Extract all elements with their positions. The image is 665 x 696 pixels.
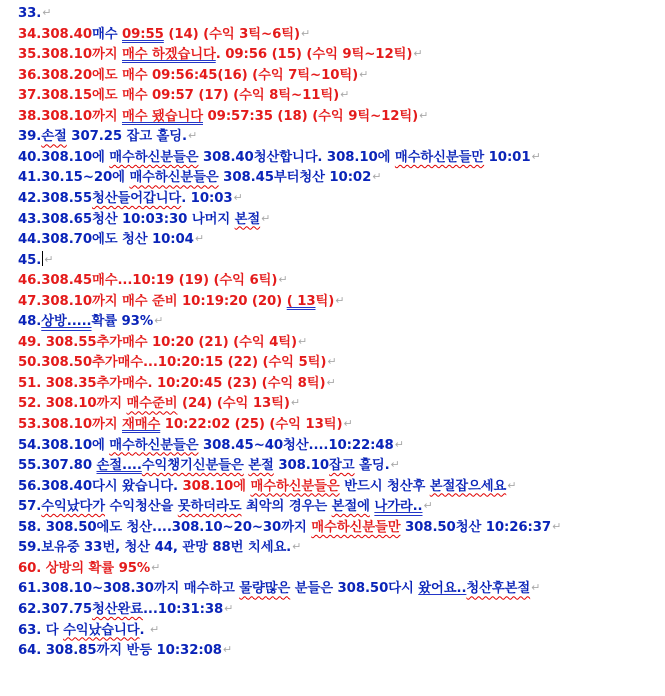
text-run: ...10:31:38 — [142, 601, 224, 617]
paragraph-mark-icon: ↵ — [292, 540, 302, 554]
document-line[interactable] — [18, 187, 243, 209]
document-line[interactable] — [18, 434, 404, 456]
text-run: 62.307.75 — [18, 601, 92, 617]
text-run: 308.40청산합니다. 308.10에 — [198, 149, 395, 165]
document-line[interactable] — [18, 84, 349, 106]
text-run: 왔어요.. — [418, 581, 467, 597]
paragraph-mark-icon: ↵ — [531, 149, 541, 163]
text-run: 58. 308.50에도 청산....308.10~20~30까지 — [18, 519, 312, 535]
paragraph-mark-icon: ↵ — [531, 581, 541, 595]
text-run: 42.308.55 — [18, 190, 92, 206]
document-line[interactable] — [18, 516, 561, 538]
text-run: (24) (수익 13틱) — [177, 396, 290, 412]
text-run: 59.보유중 33번, 청산 44, 관망 88번 치세요. — [18, 540, 292, 556]
paragraph-mark-icon: ↵ — [359, 67, 369, 81]
text-run: 09:55 — [122, 26, 164, 42]
text-run: 매수하신분들만 — [394, 149, 485, 165]
text-run: 매수하신분들은 — [129, 170, 219, 186]
paragraph-mark-icon: ↵ — [188, 129, 198, 143]
document-line[interactable] — [18, 372, 336, 394]
text-run: 매수 — [91, 26, 118, 42]
text-run: . — [139, 622, 150, 638]
text-run: 청산완료 — [91, 601, 143, 617]
text-run: 매수하신분들만 — [311, 519, 401, 535]
document-line[interactable] — [18, 43, 422, 65]
text-run: 47.308.10까지 매수 준비 10:19:20 (20) — [18, 293, 287, 309]
text-run: 308.50청산 10:26:37 — [400, 519, 552, 535]
paragraph-mark-icon: ↵ — [42, 6, 52, 19]
text-run: 45. — [18, 252, 42, 268]
paragraph-mark-icon: ↵ — [372, 170, 382, 184]
paragraph-mark-icon: ↵ — [224, 601, 234, 615]
text-run: 매수 하겠습니다 — [122, 47, 216, 63]
text-run: 매수준비 — [126, 396, 178, 412]
text-run: 61.308.10~308.30까지 매수하고 — [18, 581, 240, 597]
document-line[interactable] — [18, 310, 163, 332]
text-run: 308.45~40청산....10:22:48 — [198, 437, 394, 453]
paragraph-mark-icon: ↵ — [298, 334, 308, 348]
paragraph-mark-icon: ↵ — [343, 417, 353, 430]
document-line[interactable] — [18, 331, 307, 353]
document-line[interactable] — [18, 105, 428, 127]
text-run: 46.308.45매수...10:19 (19) (수익 6틱) — [18, 273, 278, 289]
text-run: 52. 308.10까지 — [18, 396, 127, 412]
paragraph-mark-icon: ↵ — [290, 396, 300, 410]
text-run: . 10:03 — [181, 190, 233, 206]
paragraph-mark-icon: ↵ — [278, 273, 288, 287]
text-run: 09:57:35 (18) (수익 9틱~12틱) — [203, 108, 419, 124]
text-run: 40.308.10에 — [18, 149, 110, 165]
text-run: 64. 308.85까지 반등 10:32:08 — [18, 643, 222, 659]
text-run: 본절잡으세요 — [429, 478, 507, 494]
document-line[interactable] — [18, 64, 368, 86]
document-line[interactable] — [18, 619, 159, 641]
text-run: 분들은 308.50다시 — [290, 581, 419, 597]
text-run: 307.25 잡고 홀딩. — [66, 129, 187, 145]
text-run: 41.30.15~20에 — [18, 170, 130, 186]
text-run: 35.308.10까지 — [18, 47, 122, 63]
text-run: 34.308.40 — [18, 26, 92, 42]
paragraph-mark-icon: ↵ — [327, 355, 337, 369]
text-run: 37.308.15에도 매수 09:57 (17) (수익 8틱~11틱) — [18, 88, 340, 104]
document-line[interactable] — [18, 208, 270, 230]
text-run: 54.308.10에 — [18, 437, 110, 453]
text-run: 매수하신분들은 — [109, 149, 199, 165]
text-run: 상방..... — [41, 314, 92, 330]
text-run: 56.308.40다시 왔습니다. — [18, 478, 183, 494]
text-run: 손절.... — [96, 458, 142, 474]
text-run: 36.308.20에도 매수 09:56:45(16) (수익 7틱~10틱) — [18, 67, 359, 83]
paragraph-mark-icon: ↵ — [394, 437, 404, 451]
document-line[interactable] — [18, 146, 541, 168]
text-run: 잡고 — [329, 458, 355, 474]
text-run: 57. — [18, 499, 42, 515]
text-run: 본절 — [234, 211, 261, 227]
text-run: ( 13 — [286, 293, 316, 309]
text-run: 수익났다가 — [41, 499, 105, 515]
text-run: 수익났습니다 — [63, 622, 140, 638]
text-run: 매수하신분들은 — [250, 478, 340, 494]
text-run: 나가라.. — [374, 499, 423, 515]
text-run: 최악의 경우는 — [241, 499, 332, 515]
document-line[interactable] — [18, 577, 540, 599]
text-run: 청산후본절 — [466, 581, 531, 597]
paragraph-mark-icon: ↵ — [194, 232, 204, 246]
paragraph-mark-icon: ↵ — [413, 47, 423, 61]
paragraph-mark-icon: ↵ — [423, 499, 433, 513]
text-run: 63. 다 — [18, 622, 64, 638]
paragraph-mark-icon: ↵ — [222, 643, 233, 657]
document-line[interactable] — [18, 125, 197, 147]
text-run: 틱) — [315, 293, 335, 309]
document-line[interactable] — [18, 249, 53, 271]
text-run: 51. 308.35추가매수. 10:20:45 (23) (수익 8틱) — [18, 375, 326, 391]
paragraph-mark-icon: ↵ — [300, 26, 311, 40]
text-run: 10:22:02 (25) (수익 13틱) — [160, 417, 343, 432]
text-run: 수익청산을 — [105, 499, 178, 515]
text-run: 매수하신분들은 — [109, 437, 199, 453]
text-run: 308.10 — [273, 458, 330, 474]
document-line[interactable] — [18, 598, 233, 620]
text-run: 33. — [18, 6, 42, 21]
text-run: 53.308.10까지 — [18, 417, 122, 432]
text-run: 60. 상방의 확률 95% — [18, 560, 151, 576]
text-run: 재매수 — [122, 417, 161, 432]
text-run: 손절 — [41, 129, 67, 145]
paragraph-mark-icon: ↵ — [340, 88, 350, 102]
document-line[interactable] — [18, 2, 51, 24]
text-run: 반드시 청산후 — [339, 478, 430, 494]
text-run: 49. 308.55추가매수 10:20 (21) (수익 4틱) — [18, 334, 298, 350]
document-line[interactable] — [18, 454, 400, 476]
document-line[interactable] — [18, 475, 516, 497]
paragraph-mark-icon: ↵ — [154, 314, 164, 328]
text-run: 수익챙기신분들은 — [141, 458, 244, 474]
text-run: 본절 — [248, 458, 274, 474]
text-run: 홀딩. — [354, 458, 390, 474]
text-cursor — [42, 251, 43, 266]
paragraph-mark-icon: ↵ — [261, 211, 271, 225]
document-line[interactable] — [18, 166, 381, 188]
document-line[interactable] — [18, 536, 301, 558]
text-run: 50.308.50추가매수...10:20:15 (22) (수익 5틱) — [18, 355, 327, 371]
text-run: (14) (수익 3틱~6틱) — [163, 26, 300, 42]
document-line[interactable] — [18, 639, 232, 661]
text-run: 본절에 — [331, 499, 370, 515]
text-run: 38.308.10까지 — [18, 108, 122, 124]
text-run: 확률 93% — [91, 314, 154, 330]
text-run: 청산들어갑니다 — [91, 190, 182, 206]
paragraph-mark-icon: ↵ — [151, 560, 161, 574]
text-run: 못하더라도 — [177, 499, 242, 515]
text-run: 물량많은 — [239, 581, 291, 597]
paragraph-mark-icon: ↵ — [150, 622, 160, 636]
text-run: 43.308.65청산 10:03:30 나머지 — [18, 211, 235, 227]
text-run: 10:01 — [484, 149, 531, 165]
paragraph-mark-icon: ↵ — [552, 519, 562, 533]
text-run: 308.10에 — [182, 478, 251, 494]
paragraph-mark-icon: ↵ — [233, 190, 243, 204]
paragraph-mark-icon: ↵ — [390, 458, 400, 472]
text-run: 48. — [18, 314, 42, 330]
paragraph-mark-icon: ↵ — [44, 252, 54, 266]
paragraph-mark-icon: ↵ — [419, 108, 429, 122]
document-line[interactable] — [18, 392, 300, 414]
document-line[interactable] — [18, 351, 336, 373]
document-line[interactable] — [18, 290, 344, 312]
paragraph-mark-icon: ↵ — [326, 375, 336, 389]
document-line[interactable] — [18, 495, 433, 517]
document-line[interactable] — [18, 557, 160, 579]
document-line[interactable] — [18, 413, 353, 435]
text-run: 39. — [18, 129, 42, 145]
document-line[interactable] — [18, 228, 204, 250]
text-run: 매수 됐습니다 — [122, 108, 203, 124]
text-run: . 09:56 (15) (수익 9틱~12틱) — [215, 47, 413, 63]
text-run: 308.45부터청산 10:02 — [218, 170, 372, 186]
document-line[interactable] — [18, 269, 287, 291]
document-line[interactable] — [18, 23, 310, 45]
text-run: 44.308.70에도 청산 10:04 — [18, 232, 194, 248]
paragraph-mark-icon: ↵ — [335, 293, 345, 307]
paragraph-mark-icon: ↵ — [507, 478, 517, 492]
text-run: 55.307.80 — [18, 458, 97, 474]
